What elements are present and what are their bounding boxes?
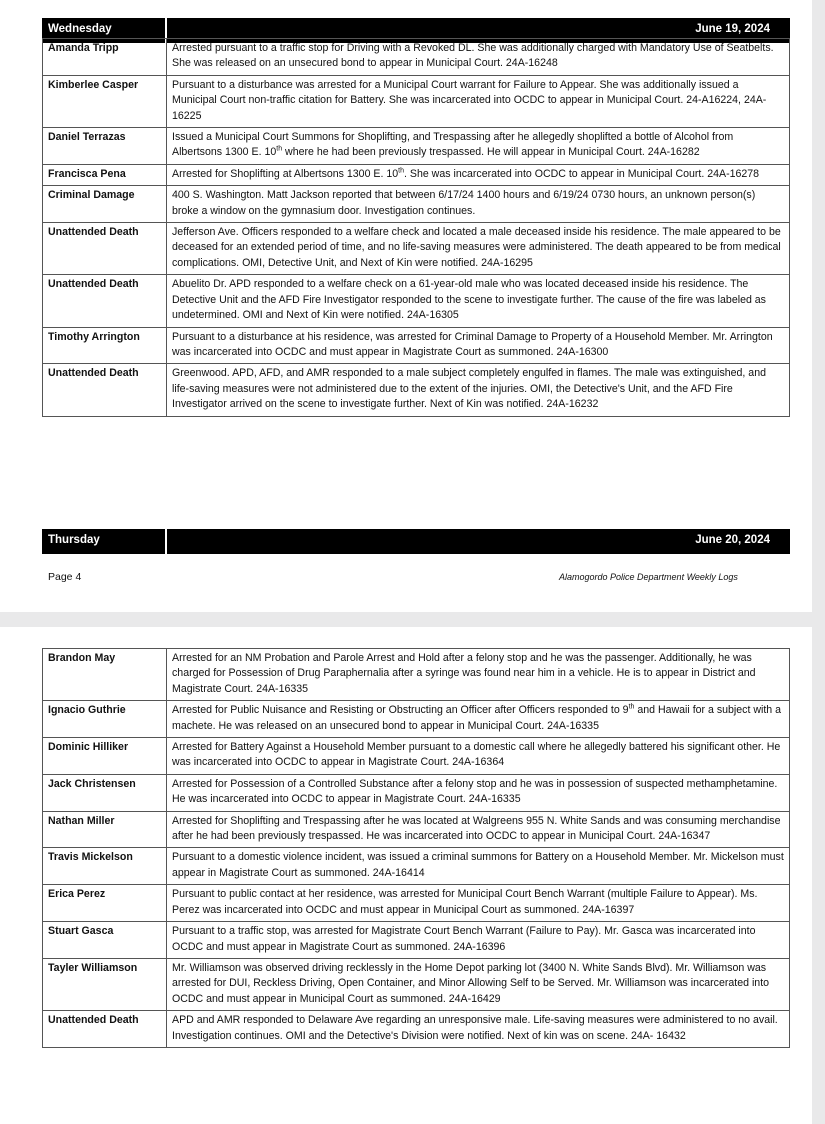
header-divider: [165, 529, 167, 554]
log-table-thursday: [42, 648, 790, 1048]
entry-description: Arrested for Battery Against a Household Member pursuant to a domestic call where he allegedly battered his significant other. He was incarcerated into OCDC to appear in Magistrate Court. 24A-16364: [167, 738, 790, 775]
entry-name: Unattended Death: [43, 223, 167, 275]
entry-name: Francisca Pena: [43, 164, 167, 185]
entry-description: Pursuant to a traffic stop, was arrested for Magistrate Court Bench Warrant (Failure to Pay). Mr. Gasca was incarcerated into OCDC and must appear in Magistrate Court as summoned. 24A-16396: [167, 922, 790, 959]
day-header-thursday: [42, 529, 790, 554]
entry-description: Pursuant to a disturbance was arrested for a Municipal Court warrant for Failure to Appear. She was additionally issued a Municipal Court non-traffic citation for Battery. She was incarcerated into OCDC to appear in Municipal Court. 24-A16224, 24A-16225: [167, 75, 790, 127]
entry-description: Abuelito Dr. APD responded to a welfare check on a 61-year-old male who was located deceased inside his residence. The Detective Unit and the AFD Fire Investigator responded to the scene to investigate further. The cause of the fire was labeled as undetermined. OMI and Next of Kin were notified. 24A-16305: [167, 275, 790, 327]
entry-name: Tayler Williamson: [43, 958, 167, 1010]
entry-name: Amanda Tripp: [43, 39, 167, 76]
entry-name: Unattended Death: [43, 275, 167, 327]
entry-name: Nathan Miller: [43, 811, 167, 848]
log-entry-row: [43, 774, 790, 811]
department-footer: Alamogordo Police Department Weekly Logs: [559, 572, 738, 582]
log-entry-row: [43, 958, 790, 1010]
entry-description: 400 S. Washington. Matt Jackson reported that between 6/17/24 1400 hours and 6/19/24 0730 hours, an unknown person(s) broke a window on the gymnasium door. Investigation continues.: [167, 186, 790, 223]
entry-description: Pursuant to public contact at her residence, was arrested for Municipal Court Bench Warrant (multiple Failure to Appear). Ms. Perez was incarcerated into OCDC and must appear in Municipal Court as summoned. 24A-16397: [167, 885, 790, 922]
entry-name: Ignacio Guthrie: [43, 701, 167, 738]
log-entry-row: [43, 275, 790, 327]
page-number: Page 4: [48, 571, 82, 583]
page-sheet-bottom: [0, 627, 812, 1124]
entry-name: Stuart Gasca: [43, 922, 167, 959]
entry-description: Arrested pursuant to a traffic stop for Driving with a Revoked DL. She was additionally charged with Mandatory Use of Seatbelts. She was released on an unsecured bond to appear in Municipal Court. 24A-16248: [167, 39, 790, 76]
entry-name: Unattended Death: [43, 1011, 167, 1048]
entry-name: Daniel Terrazas: [43, 128, 167, 165]
log-table-wednesday: [42, 38, 790, 417]
entry-name: Timothy Arrington: [43, 327, 167, 364]
entry-name: Jack Christensen: [43, 774, 167, 811]
entry-description: Pursuant to a disturbance at his residence, was arrested for Criminal Damage to Property of a Household Member. Mr. Arrington was incarcerated into OCDC and must appear in Magistrate Court as summoned. 24A-16300: [167, 327, 790, 364]
log-entry-row: [43, 39, 790, 76]
entry-description: APD and AMR responded to Delaware Ave regarding an unresponsive male. Life-saving measures were administered to no avail. Investigation continues. OMI and the Detective's Division were notified. Next of kin was on scene. 24A- 16432: [167, 1011, 790, 1048]
log-entry-row: [43, 327, 790, 364]
log-entry-row: [43, 848, 790, 885]
log-entry-row: [43, 811, 790, 848]
day-date: June 19, 2024: [695, 23, 770, 35]
day-label: Thursday: [48, 534, 100, 546]
log-entry-row: [43, 701, 790, 738]
entry-name: Criminal Damage: [43, 186, 167, 223]
entry-description: Arrested for Public Nuisance and Resisting or Obstructing an Officer after Officers responded to 9th and Hawaii for a subject with a machete. He was released on an unsecured bond to appear in Municipal Court. 24A-16335: [167, 701, 790, 738]
entry-description: Issued a Municipal Court Summons for Shoplifting, and Trespassing after he allegedly shoplifted a bottle of Alcohol from Albertsons 1300 E. 10th where he had been previously trespassed. He will appear in Municipal Court. 24A-16282: [167, 128, 790, 165]
entry-description: Arrested for an NM Probation and Parole Arrest and Hold after a felony stop and he was the passenger. Additionally, he was charged for Possession of Drug Paraphernalia after a syringe was found near him in a vehicle. He is to appear in District and Magistrate Court. 24A-16335: [167, 649, 790, 701]
entry-description: Arrested for Shoplifting and Trespassing after he was located at Walgreens 955 N. White Sands and was consuming merchandise after he had been previously trespassed. He was incarcerated into OCDC to appear in Municipal Court. 24A-16347: [167, 811, 790, 848]
log-entry-row: [43, 885, 790, 922]
entry-name: Erica Perez: [43, 885, 167, 922]
entry-description: Pursuant to a domestic violence incident, was issued a criminal summons for Battery on a Household Member. Mr. Mickelson must appear in Magistrate Court as summoned. 24A-16414: [167, 848, 790, 885]
log-entry-row: [43, 164, 790, 185]
log-entry-row: [43, 922, 790, 959]
entry-description: Arrested for Possession of a Controlled Substance after a felony stop and he was in possession of suspected methamphetamine. He was incarcerated into OCDC to appear in Magistrate Court. 24A-16335: [167, 774, 790, 811]
log-entry-row: [43, 75, 790, 127]
log-entry-row: [43, 364, 790, 416]
entry-description: Jefferson Ave. Officers responded to a welfare check and located a male deceased inside his residence. The male appeared to be deceased for an extended period of time, and no life-saving measures were administered. The death appeared to be from medical complications. OMI, Detective Unit, and Next of Kin were notified. 24A-16295: [167, 223, 790, 275]
log-entry-row: [43, 738, 790, 775]
day-date: June 20, 2024: [695, 534, 770, 546]
entry-description: Mr. Williamson was observed driving recklessly in the Home Depot parking lot (3400 N. White Sands Blvd). Mr. Williamson was arrested for DUI, Reckless Driving, Open Container, and Minor Allowing Self to be Served. Mr. Williamson was incarcerated into OCDC and must appear in Municipal Court as summoned. 24A-16429: [167, 958, 790, 1010]
entry-name: Unattended Death: [43, 364, 167, 416]
entry-name: Kimberlee Casper: [43, 75, 167, 127]
log-entry-row: [43, 128, 790, 165]
day-label: Wednesday: [48, 23, 112, 35]
entry-name: Brandon May: [43, 649, 167, 701]
entry-name: Travis Mickelson: [43, 848, 167, 885]
entry-name: Dominic Hilliker: [43, 738, 167, 775]
log-entry-row: [43, 186, 790, 223]
log-entry-row: [43, 223, 790, 275]
log-entry-row: [43, 1011, 790, 1048]
log-entry-row: [43, 649, 790, 701]
entry-description: Arrested for Shoplifting at Albertsons 1300 E. 10th. She was incarcerated into OCDC to appear in Municipal Court. 24A-16278: [167, 164, 790, 185]
entry-description: Greenwood. APD, AFD, and AMR responded to a male subject completely engulfed in flames. The male was extinguished, and life-saving measures were not administered due to the extent of the injuries. OMI, the Detective's Unit, and the AFD Fire Investigator arrived on the scene to investigate further. Next of Kin was notified. 24A-16232: [167, 364, 790, 416]
